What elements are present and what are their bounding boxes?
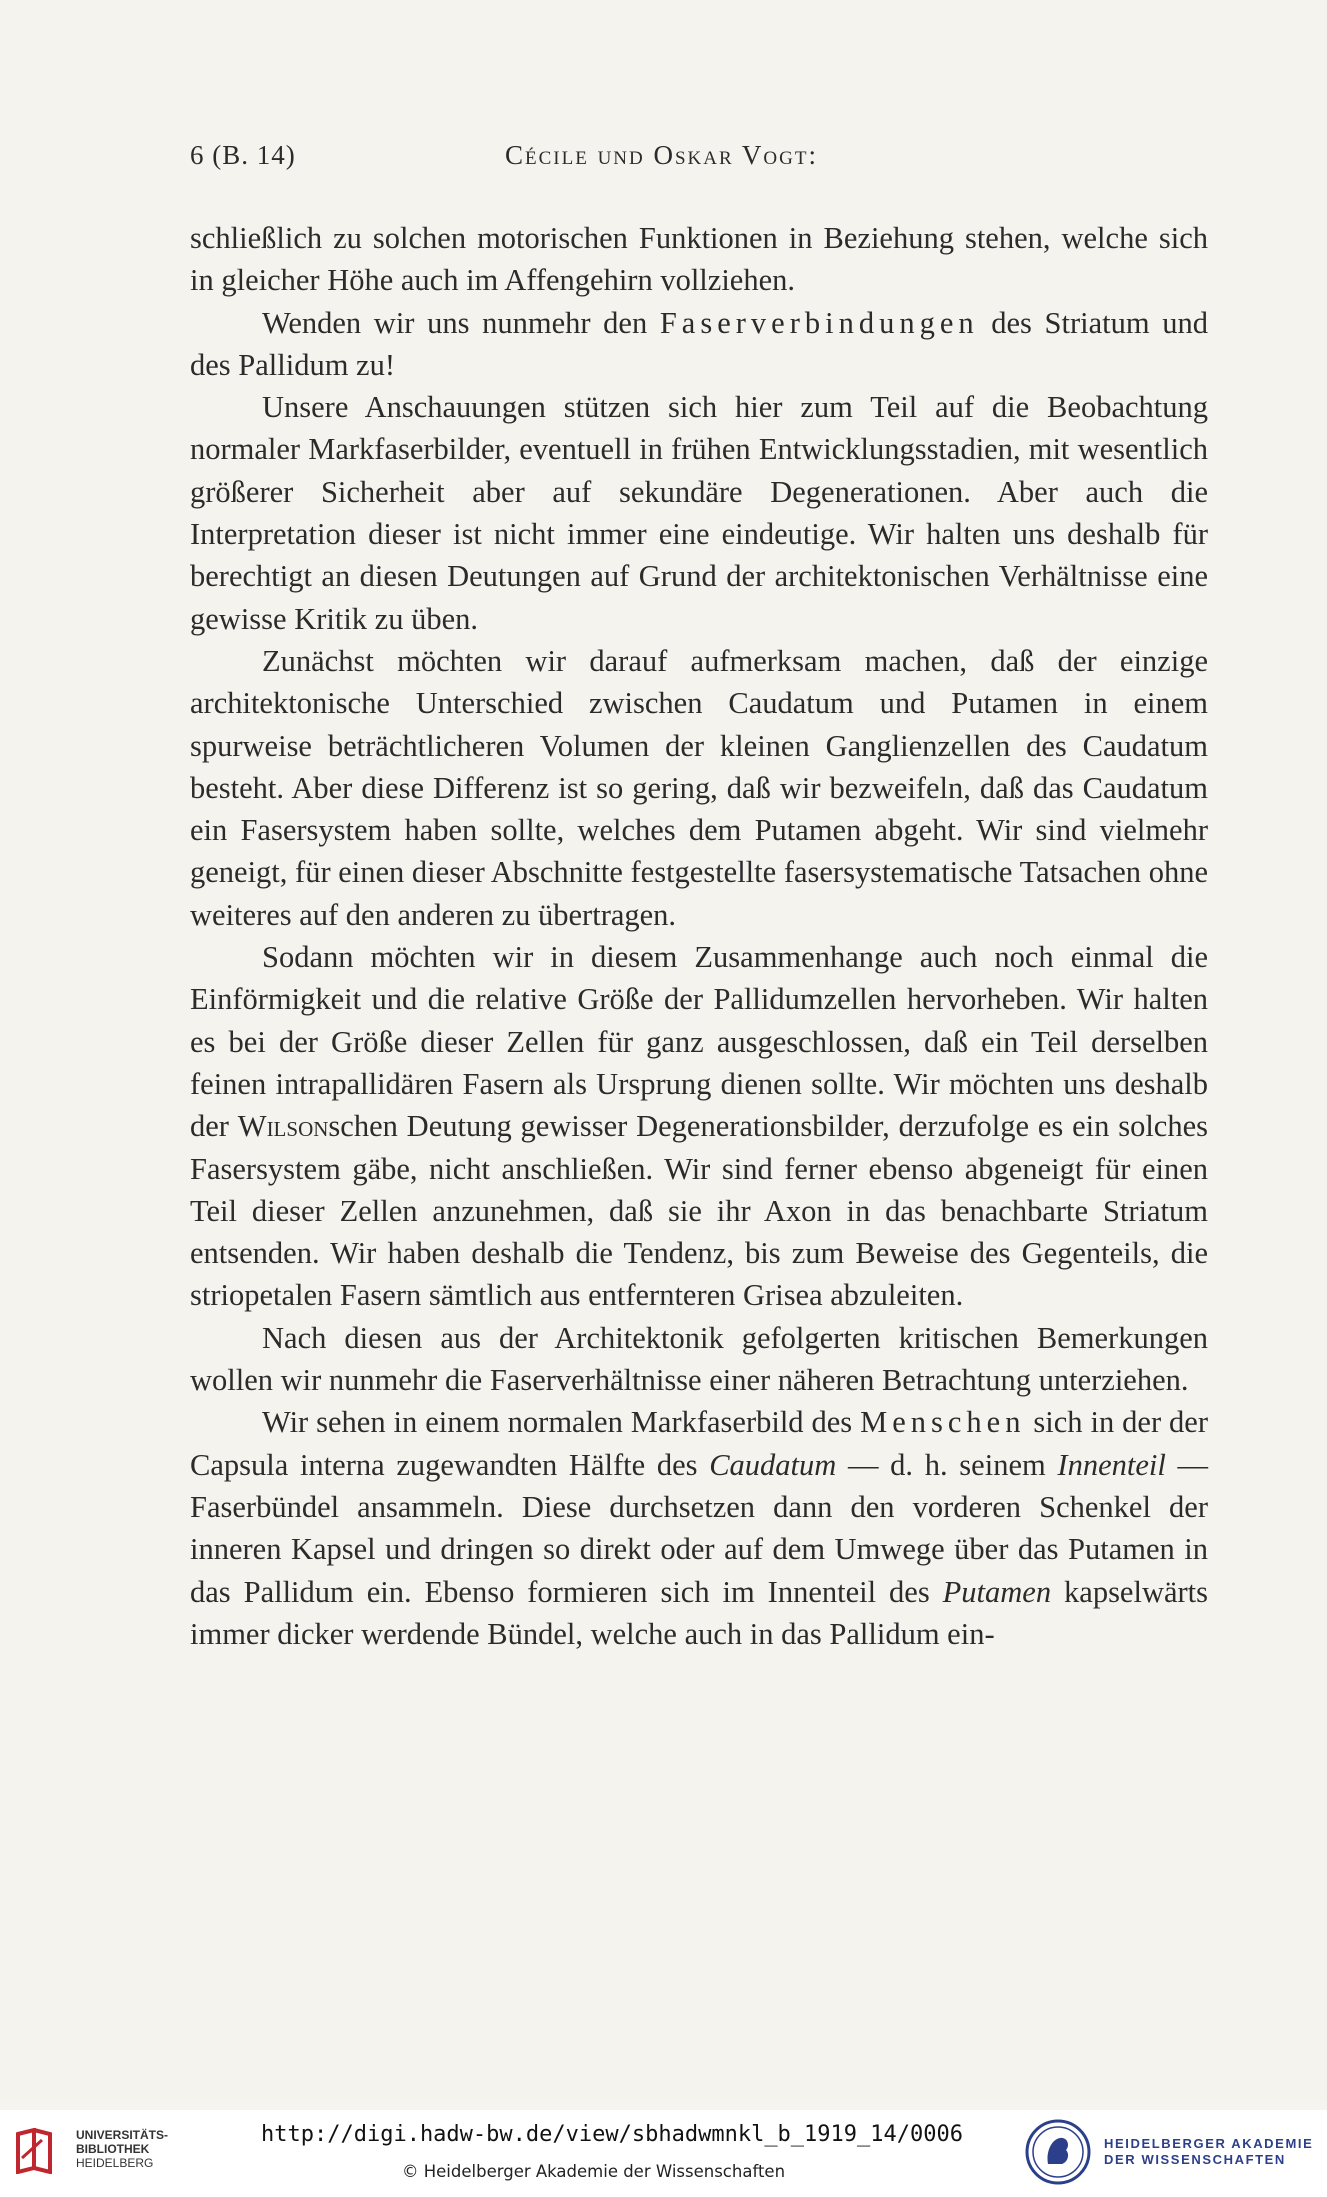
page-reference: (B. 14) (212, 140, 296, 170)
body-text (190, 217, 1208, 1655)
text-run: Sodann möchten wir in diesem Zusammenhange auch noch einmal die Einförmigkeit und die relative Größe der Pallidumzellen hervorheben. Wir halten es bei der Größe dieser Zellen für ganz ausgeschlossen, daß ein Teil derselben feinen intrapallidären Fasern als Ursprung dienen sollte. Wir möchten uns deshalb der (190, 940, 1208, 1144)
academy-seal-icon[interactable] (1024, 2118, 1092, 2186)
paragraph-1: schließlich zu solchen motorischen Funktionen in Beziehung stehen, welche sich in gleicher Höhe auch im Affengehirn vollziehen. (190, 221, 1208, 298)
paragraph-2 (190, 302, 1208, 387)
paragraph-3: Unsere Anschauungen stützen sich hier zum Teil auf die Beobachtung normaler Markfaserbilder, eventuell in frühen Entwicklungsstadien, mit wesentlich größerer Sicherheit aber auf sekundäre Degenerationen. Aber auch die Interpretation dieser ist nicht immer eine eindeutige. Wir halten uns deshalb für berechtigt an diesen Deutungen auf Grund der architektonischen Verhältnisse eine gewisse Kritik zu üben. (190, 390, 1208, 636)
text-run: kapselwärts immer dicker werdende Bündel, welche auch in das Pallidum ein- (190, 1574, 1209, 1651)
text-run: sich in der der Capsula interna zugewandten Hälfte des (190, 1405, 1208, 1482)
library-name-line: HEIDELBERG (76, 2156, 154, 2170)
library-name-line: BIBLIOTHEK (76, 2142, 150, 2156)
text-run: schen Deutung gewisser Degenerationsbilder, derzufolge es ein solches Fasersystem gäbe, nicht anschließen. Wir sind ferner ebenso abgeneigt für einen Teil dieser Zellen anzunehmen, daß sie ihr Axon in das benachbarte Striatum entsenden. Wir haben deshalb die Tendenz, bis zum Beweise des Gegenteils, die striopetalen Fasern sämtlich aus entfernteren Grisea abzuleiten. (190, 1109, 1208, 1313)
italic-term: Innenteil (1057, 1447, 1166, 1482)
page-number (190, 140, 296, 171)
text-run: des Striatum und des Pallidum zu! (190, 305, 1208, 382)
paragraph-7 (190, 1401, 1208, 1655)
library-logo-icon[interactable] (14, 2128, 54, 2174)
text-run: Wir sehen in einem normalen Markfaserbild des (262, 1405, 861, 1440)
author-name-smallcaps: Wilson (237, 1109, 329, 1144)
spaced-emphasis: Faserverbindungen (659, 305, 979, 340)
text-run: — d. h. seinem (836, 1447, 1058, 1482)
text-run: Wenden wir uns nunmehr den (262, 305, 660, 340)
paragraph-4: Zunächst möchten wir darauf aufmerksam machen, daß der einzige architektonische Unterschied zwischen Caudatum und Putamen in einem spurweise beträchtlicheren Volumen der kleinen Ganglienzellen des Caudatum besteht. Aber diese Differenz ist so gering, daß wir bezweifeln, daß das Caudatum ein Fasersystem haben sollte, welches dem Putamen abgeht. Wir sind vielmehr geneigt, für einen dieser Abschnitte festgestellte fasersystematische Tatsachen ohne weiteres auf den anderen zu übertragen. (190, 643, 1208, 932)
library-name (76, 2128, 168, 2170)
text-run: — Faserbündel ansammeln. Diese durchsetzen dann den vorderen Schenkel der inneren Kapsel und dringen so direkt oder auf dem Umwege über das Putamen in das Pallidum ein. Ebenso formieren sich im Innenteil des (190, 1447, 1209, 1609)
academy-name (1104, 2136, 1313, 2168)
academy-name-line: DER WISSENSCHAFTEN (1104, 2152, 1286, 2167)
footer-bar (0, 2110, 1327, 2197)
academy-name-line: HEIDELBERGER AKADEMIE (1104, 2136, 1314, 2151)
italic-term: Putamen (942, 1574, 1052, 1609)
spaced-emphasis: Menschen (860, 1405, 1026, 1440)
library-name-line: UNIVERSITÄTS- (76, 2128, 169, 2142)
paragraph-6: Nach diesen aus der Architektonik gefolgerten kritischen Bemerkungen wollen wir nunmehr die Faserverhältnisse einer näheren Betrachtung unterziehen. (190, 1320, 1208, 1398)
page-number-value: 6 (190, 140, 205, 170)
permalink-url[interactable]: http://digi.hadw-bw.de/view/sbhadwmnkl_b_1919_14/0006 (261, 2122, 963, 2147)
copyright-notice: © Heidelberger Akademie der Wissenschaften (402, 2162, 786, 2181)
italic-term: Caudatum (709, 1447, 837, 1482)
running-head-authors: Cécile und Oskar Vogt: (505, 140, 818, 170)
running-head (190, 140, 1210, 180)
paragraph-5 (190, 936, 1208, 1317)
